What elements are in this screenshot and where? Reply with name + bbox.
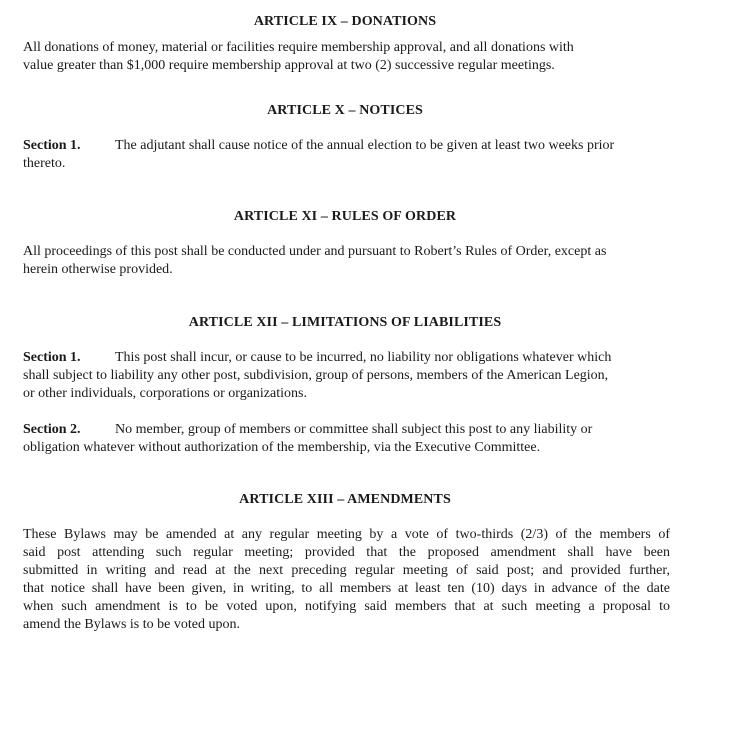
article-x-section-1	[23, 137, 673, 173]
article-ix-heading: ARTICLE IX – DONATIONS	[253, 14, 437, 29]
article-xiii-line-5: when such amendment is to be voted upon, notifying said members that at such meeting a proposal to	[23, 599, 670, 614]
article-ix-line-1: All donations of money, material or facilities require membership approval, and all donations with	[23, 40, 574, 55]
article-xii-section-1	[23, 349, 673, 403]
article-xi-body	[23, 243, 673, 279]
article-xiii-line-1: These Bylaws may be amended at any regular meeting by a vote of two-thirds (2/3) of the members of	[23, 527, 670, 542]
article-xii-section-2-line-2: obligation whatever without authorization of the membership, via the Executive Committee.	[23, 440, 541, 455]
section-label: Section 1.	[23, 138, 81, 153]
article-xii-heading: ARTICLE XII – LIMITATIONS OF LIABILITIES	[188, 315, 502, 330]
section-label: Section 1.	[23, 350, 81, 365]
article-x-section-1-line-1: The adjutant shall cause notice of the annual election to be given at least two weeks prior	[115, 138, 615, 153]
article-xi-heading: ARTICLE XI – RULES OF ORDER	[233, 209, 457, 224]
article-xii-section-1-line-3: or other individuals, corporations or organizations.	[23, 386, 307, 401]
article-xii-section-1-line-1: This post shall incur, or cause to be incurred, no liability nor obligations whatever which	[115, 350, 612, 365]
article-xiii-line-3: submitted in writing and read at the next preceding regular meeting of said post; and provided further,	[23, 563, 670, 578]
article-xiii-line-4: that notice shall have been given, in writing, to all members at least ten (10) days in advance of the date	[23, 581, 670, 596]
article-ix-body	[23, 39, 673, 75]
article-ix-line-2: value greater than $1,000 require membership approval at two (2) successive regular meetings.	[23, 58, 555, 73]
article-xi-line-2: herein otherwise provided.	[23, 262, 173, 277]
article-x-section-1-line-2: thereto.	[23, 156, 66, 171]
article-xiii-heading: ARTICLE XIII – AMENDMENTS	[239, 492, 451, 507]
article-xi-line-1: All proceedings of this post shall be conducted under and pursuant to Robert’s Rules of Order, except as	[23, 244, 607, 259]
article-x-heading: ARTICLE X – NOTICES	[267, 103, 423, 118]
article-xii-section-2	[23, 421, 673, 457]
article-xiii-line-6: amend the Bylaws is to be voted upon.	[23, 617, 240, 632]
article-xii-section-2-line-1: No member, group of members or committee shall subject this post to any liability or	[115, 422, 593, 437]
article-xiii-body	[23, 526, 670, 634]
section-label: Section 2.	[23, 422, 81, 437]
article-xii-section-1-line-2: shall subject to liability any other post, subdivision, group of persons, members of the American Legion,	[23, 368, 609, 383]
article-xiii-line-2: said post attending such regular meeting; provided that the proposed amendment shall have been	[23, 545, 670, 560]
